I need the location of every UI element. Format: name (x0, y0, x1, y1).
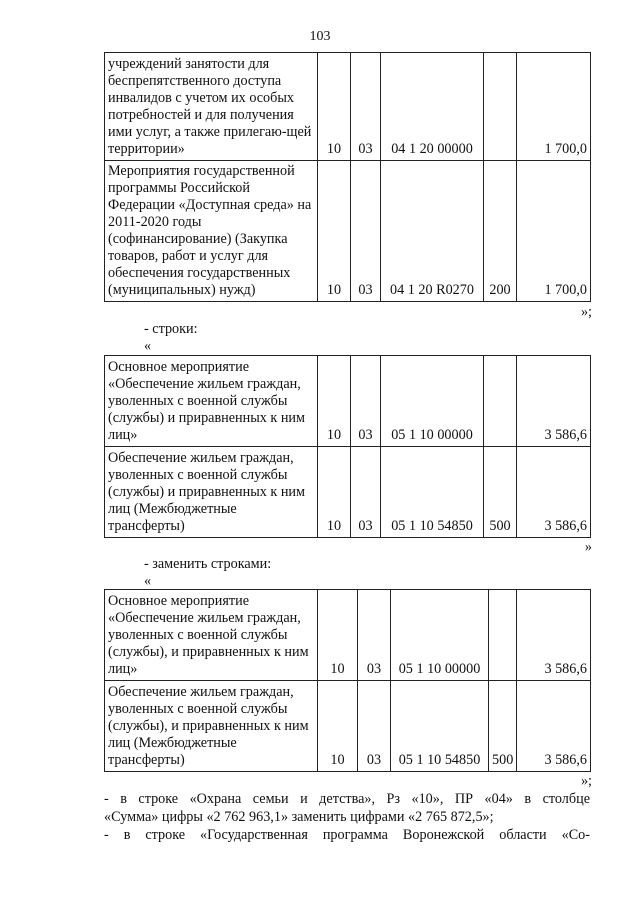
paragraph-line: «Сумма» цифры «2 762 963,1» заменить цифрами «2 765 872,5»; (104, 809, 494, 825)
row-pr: 03 (351, 161, 381, 302)
row-pr: 03 (358, 681, 391, 772)
table-row (105, 53, 591, 161)
row-sum: 1 700,0 (517, 161, 591, 302)
row-rz: 10 (318, 356, 351, 447)
label-replace: - заменить строками: (144, 556, 272, 572)
budget-table-3 (104, 589, 591, 772)
row-csr: 05 1 10 00000 (391, 590, 489, 681)
row-pr: 03 (351, 356, 381, 447)
paragraph-line: - в строке «Охрана семьи и детства», Рз «10», ПР «04» в столбце (104, 791, 590, 807)
row-name: Обеспечение жильем граждан, уволенных с военной службы (службы), и приравненных к ним лиц (Межбюджетные трансферты) (105, 681, 318, 772)
row-csr: 04 1 20 00000 (381, 53, 484, 161)
table-row (105, 590, 591, 681)
row-csr: 05 1 10 54850 (391, 681, 489, 772)
row-csr: 05 1 10 00000 (381, 356, 484, 447)
table-row (105, 681, 591, 772)
row-vr (484, 53, 517, 161)
table-row (105, 356, 591, 447)
budget-table-2 (104, 355, 591, 538)
budget-table-1 (104, 52, 591, 302)
closing-quote: »; (580, 773, 592, 789)
row-vr (484, 356, 517, 447)
closing-quote: » (584, 539, 592, 555)
row-name: Мероприятия государственной программы Российской Федерации «Доступная среда» на 2011-2020 годы (софинансирование) (Закупка товаров, работ и услуг для обеспечения государственных (муниципальных) нужд) (105, 161, 318, 302)
row-name: Основное мероприятие «Обеспечение жильем граждан, уволенных с военной службы (службы), и приравненных к ним лиц» (105, 590, 318, 681)
row-csr: 05 1 10 54850 (381, 447, 484, 538)
row-rz: 10 (318, 53, 351, 161)
table-row (105, 447, 591, 538)
row-rz: 10 (318, 590, 358, 681)
row-rz: 10 (318, 161, 351, 302)
row-name: Обеспечение жильем граждан, уволенных с военной службы (службы) и приравненных к ним лиц (Межбюджетные трансферты) (105, 447, 318, 538)
row-csr: 04 1 20 R0270 (381, 161, 484, 302)
row-name: учреждений занятости для беспрепятственного доступа инвалидов с учетом их особых потребностей и для получения ими услуг, а также прилегаю-щей территории» (105, 53, 318, 161)
row-sum: 3 586,6 (517, 681, 591, 772)
label-rows: - строки: (144, 321, 198, 337)
row-sum: 3 586,6 (517, 356, 591, 447)
row-sum: 3 586,6 (517, 590, 591, 681)
paragraph-line: - в строке «Государственная программа Воронежской области «Со- (104, 827, 590, 843)
row-vr: 200 (484, 161, 517, 302)
row-rz: 10 (318, 447, 351, 538)
row-vr: 500 (484, 447, 517, 538)
opening-quote: « (144, 573, 152, 589)
row-pr: 03 (351, 447, 381, 538)
row-pr: 03 (358, 590, 391, 681)
row-sum: 1 700,0 (517, 53, 591, 161)
row-sum: 3 586,6 (517, 447, 591, 538)
row-pr: 03 (351, 53, 381, 161)
table-row (105, 161, 591, 302)
page-number: 103 (309, 29, 331, 44)
row-rz: 10 (318, 681, 358, 772)
row-name: Основное мероприятие «Обеспечение жильем граждан, уволенных с военной службы (службы) и приравненных к ним лиц» (105, 356, 318, 447)
row-vr: 500 (489, 681, 517, 772)
row-vr (489, 590, 517, 681)
closing-quote: »; (580, 304, 592, 320)
opening-quote: « (144, 338, 152, 354)
